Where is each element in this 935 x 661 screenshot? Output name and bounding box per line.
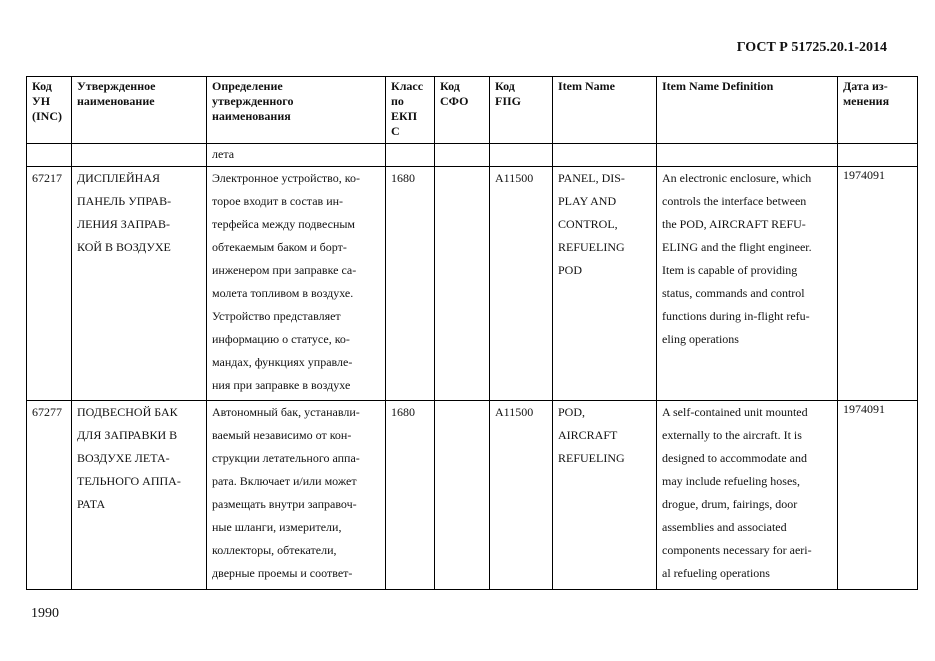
item-def-line: A self-contained unit mounted — [662, 405, 808, 419]
item-def-line: eling operations — [662, 332, 739, 346]
approved-name-line: ПАНЕЛЬ УПРАВ- — [77, 194, 172, 208]
approved-name-line: РАТА — [77, 497, 106, 511]
item-def-line: components necessary for aeri- — [662, 543, 812, 557]
item-def-line: designed to accommodate and — [662, 451, 807, 465]
definition-line: терфейса между подвесным — [212, 217, 356, 231]
item-def-line: An electronic enclosure, which — [662, 171, 812, 185]
definition-line: ные шланги, измерители, — [212, 520, 342, 534]
col-header-definition: Определение утвержденного наименования — [207, 77, 386, 144]
definition-line: торое входит в состав ин- — [212, 194, 344, 208]
item-name-line: PLAY AND — [558, 194, 617, 208]
continuation-text: лета — [212, 147, 235, 161]
col-header-fiig: Код FIIG — [490, 77, 553, 144]
item-name-line: REFUELING — [558, 240, 625, 254]
approved-name-line: ДИСПЛЕЙНАЯ — [77, 171, 160, 185]
catalog-table — [26, 76, 918, 590]
inc-code: 67277 — [32, 405, 62, 419]
definition-line: рата. Включает и/или может — [212, 474, 357, 488]
table-header-row — [27, 77, 918, 144]
item-name-line: PANEL, DIS- — [558, 171, 625, 185]
change-date: 1974091 — [843, 402, 885, 416]
col-header-sfo: Код СФО — [435, 77, 490, 144]
class-code: 1680 — [391, 405, 415, 419]
sfo-code — [440, 167, 484, 190]
col-header-date: Дата из- менения — [838, 77, 918, 144]
fiig-code: A11500 — [495, 405, 534, 419]
item-name-line: POD, — [558, 405, 586, 419]
definition-line: ния при заправке в воздухе — [212, 378, 351, 392]
definition-line: молета топливом в воздухе. — [212, 286, 354, 300]
class-code: 1680 — [391, 171, 415, 185]
definition-line: инженером при заправке са- — [212, 263, 357, 277]
definition-line: мандах, функциях управле- — [212, 355, 353, 369]
definition-line: Электронное устройство, ко- — [212, 171, 360, 185]
item-def-line: assemblies and associated — [662, 520, 787, 534]
item-name-line: POD — [558, 263, 583, 277]
item-name-line: CONTROL, — [558, 217, 618, 231]
approved-name-line: ДЛЯ ЗАПРАВКИ В — [77, 428, 178, 442]
page-number: 1990 — [31, 606, 59, 621]
approved-name-line: КОЙ В ВОЗДУХЕ — [77, 240, 171, 254]
col-header-item-name: Item Name — [553, 77, 657, 144]
definition-line: струкции летательного аппа- — [212, 451, 360, 465]
item-def-line: status, commands and control — [662, 286, 805, 300]
definition-line: Автономный бак, устанавли- — [212, 405, 360, 419]
definition-line: дверные проемы и соответ- — [212, 566, 353, 580]
item-name-line: REFUELING — [558, 451, 625, 465]
item-def-line: controls the interface between — [662, 194, 807, 208]
item-def-line: the POD, AIRCRAFT REFU- — [662, 217, 806, 231]
col-header-class: Класс по ЕКП С — [386, 77, 435, 144]
definition-line: обтекаемым баком и борт- — [212, 240, 347, 254]
definition-line: информацию о статусе, ко- — [212, 332, 350, 346]
item-def-line: drogue, drum, fairings, door — [662, 497, 798, 511]
item-def-line: may include refueling hoses, — [662, 474, 800, 488]
col-header-approved-name: Утвержденное наименование — [72, 77, 207, 144]
document-id: ГОСТ Р 51725.20.1-2014 — [736, 40, 887, 55]
col-header-inc: Код УН (INC) — [27, 77, 72, 144]
col-header-item-def: Item Name Definition — [657, 77, 838, 144]
definition-line: ваемый независимо от кон- — [212, 428, 352, 442]
definition-line: коллекторы, обтекатели, — [212, 543, 337, 557]
item-def-line: al refueling operations — [662, 566, 770, 580]
definition-line: Устройство представляет — [212, 309, 341, 323]
approved-name-line: ЛЕНИЯ ЗАПРАВ- — [77, 217, 170, 231]
definition-line: размещать внутри заправоч- — [212, 497, 357, 511]
continuation-row — [27, 144, 918, 167]
item-def-line: Item is capable of providing — [662, 263, 798, 277]
item-def-line: ELING and the flight engineer. — [662, 240, 812, 254]
change-date: 1974091 — [843, 168, 885, 182]
inc-code: 67217 — [32, 171, 62, 185]
item-def-line: functions during in-flight refu- — [662, 309, 810, 323]
table-row — [27, 167, 918, 401]
table-row — [27, 401, 918, 590]
sfo-code — [440, 401, 484, 424]
approved-name-line: ВОЗДУХЕ ЛЕТА- — [77, 451, 170, 465]
approved-name-line: ТЕЛЬНОГО АППА- — [77, 474, 181, 488]
item-name-line: AIRCRAFT — [558, 428, 618, 442]
fiig-code: A11500 — [495, 171, 534, 185]
approved-name-line: ПОДВЕСНОЙ БАК — [77, 405, 178, 419]
item-def-line: externally to the aircraft. It is — [662, 428, 802, 442]
